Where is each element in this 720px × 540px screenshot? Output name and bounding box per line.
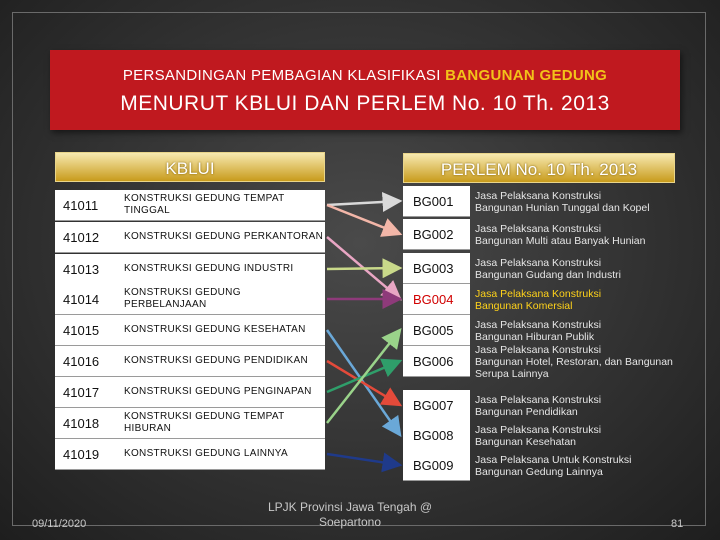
arrow-41013-to-BG003 (327, 268, 400, 269)
perlem-code-BG006: BG006 (403, 346, 470, 377)
kblui-code-41014: 41014 (55, 284, 117, 315)
kblui-header-label: KBLUI (165, 159, 215, 178)
footer-credit (250, 500, 450, 530)
arrow-41016-to-BG007 (327, 361, 400, 405)
perlem-desc-line-2: Bangunan Gudang dan Industri (475, 268, 621, 281)
perlem-code-BG008: BG008 (403, 420, 470, 451)
perlem-code-BG007: BG007 (403, 390, 470, 421)
kblui-code-41019: 41019 (55, 439, 117, 470)
perlem-code-BG005: BG005 (403, 315, 470, 346)
perlem-desc-line-1: Jasa Pelaksana Konstruksi (475, 287, 602, 300)
kblui-code-41016: 41016 (55, 346, 117, 377)
kblui-code-41018: 41018 (55, 408, 117, 439)
footer-credit-line-1: LPJK Provinsi Jawa Tengah @ (267, 500, 433, 514)
perlem-code-BG009: BG009 (403, 450, 470, 481)
kblui-name-text: KONSTRUKSI GEDUNG PENGINAPAN (124, 386, 312, 397)
title-line-1-prefix: PERSANDINGAN PEMBAGIAN KLASIFIKASI (122, 67, 441, 84)
perlem-desc-line-1: Jasa Pelaksana Untuk Konstruksi (475, 453, 632, 466)
perlem-desc-line-2: Bangunan Hotel, Restoran, dan Bangunan Serupa Lainnya (475, 355, 673, 380)
footer-date: 09/11/2020 (32, 518, 87, 530)
perlem-code-BG002: BG002 (403, 219, 470, 250)
perlem-desc-line-2: Bangunan Kesehatan (475, 435, 577, 448)
kblui-name-text: KONSTRUKSI GEDUNG PERBELANJAAN (124, 287, 241, 310)
perlem-desc-line-1: Jasa Pelaksana Konstruksi (475, 393, 602, 406)
perlem-desc-line-2: Bangunan Hiburan Publik (475, 330, 595, 343)
perlem-desc-line-1: Jasa Pelaksana Konstruksi (475, 256, 602, 269)
perlem-code-BG004: BG004 (403, 284, 470, 315)
kblui-name-text: KONSTRUKSI GEDUNG KESEHATAN (124, 324, 306, 335)
perlem-desc-line-2: Bangunan Hunian Tunggal dan Kopel (475, 201, 650, 214)
perlem-code-BG001: BG001 (403, 186, 470, 217)
arrow-41011-to-BG001 (327, 201, 400, 205)
arrow-41011-to-BG002 (327, 205, 400, 234)
perlem-desc-line-1: Jasa Pelaksana Konstruksi (475, 318, 602, 331)
perlem-code-BG003: BG003 (403, 253, 470, 284)
perlem-desc-line-2: Bangunan Multi atau Banyak Hunian (475, 234, 646, 247)
kblui-code-41012: 41012 (55, 222, 117, 253)
kblui-name-text: KONSTRUKSI GEDUNG INDUSTRI (124, 263, 294, 274)
perlem-desc-line-1: Jasa Pelaksana Konstruksi (475, 189, 602, 202)
perlem-desc-line-1: Jasa Pelaksana Konstruksi (475, 222, 602, 235)
kblui-name-text: KONSTRUKSI GEDUNG LAINNYA (124, 448, 289, 459)
perlem-desc-line-2: Bangunan Pendidikan (475, 405, 578, 418)
perlem-header-label: PERLEM No. 10 Th. 2013 (440, 160, 638, 179)
kblui-name-text: KONSTRUKSI GEDUNG PERKANTORAN (124, 231, 324, 242)
kblui-name-text: KONSTRUKSI GEDUNG TEMPAT HIBURAN (124, 411, 285, 434)
footer-credit-line-2: Soepartono (318, 515, 382, 529)
perlem-desc-line-1: Jasa Pelaksana Konstruksi (475, 343, 602, 356)
perlem-desc-line-2: Bangunan Komersial (475, 299, 573, 312)
kblui-code-41017: 41017 (55, 377, 117, 408)
title-line-2: MENURUT KBLUI DAN PERLEM No. 10 Th. 2013 (120, 92, 610, 115)
kblui-code-41013: 41013 (55, 254, 117, 285)
perlem-desc-line-1: Jasa Pelaksana Konstruksi (475, 423, 602, 436)
footer-page-number: 81 (671, 518, 684, 530)
arrow-41019-to-BG009 (327, 454, 400, 465)
kblui-name-text: KONSTRUKSI GEDUNG PENDIDIKAN (124, 355, 308, 366)
title-line-1-highlight: BANGUNAN GEDUNG (445, 67, 608, 84)
perlem-desc-line-2: Bangunan Gedung Lainnya (475, 465, 603, 478)
kblui-name-text: KONSTRUKSI GEDUNG TEMPAT TINGGAL (124, 193, 285, 216)
kblui-code-41015: 41015 (55, 315, 117, 346)
kblui-code-41011: 41011 (55, 190, 117, 221)
